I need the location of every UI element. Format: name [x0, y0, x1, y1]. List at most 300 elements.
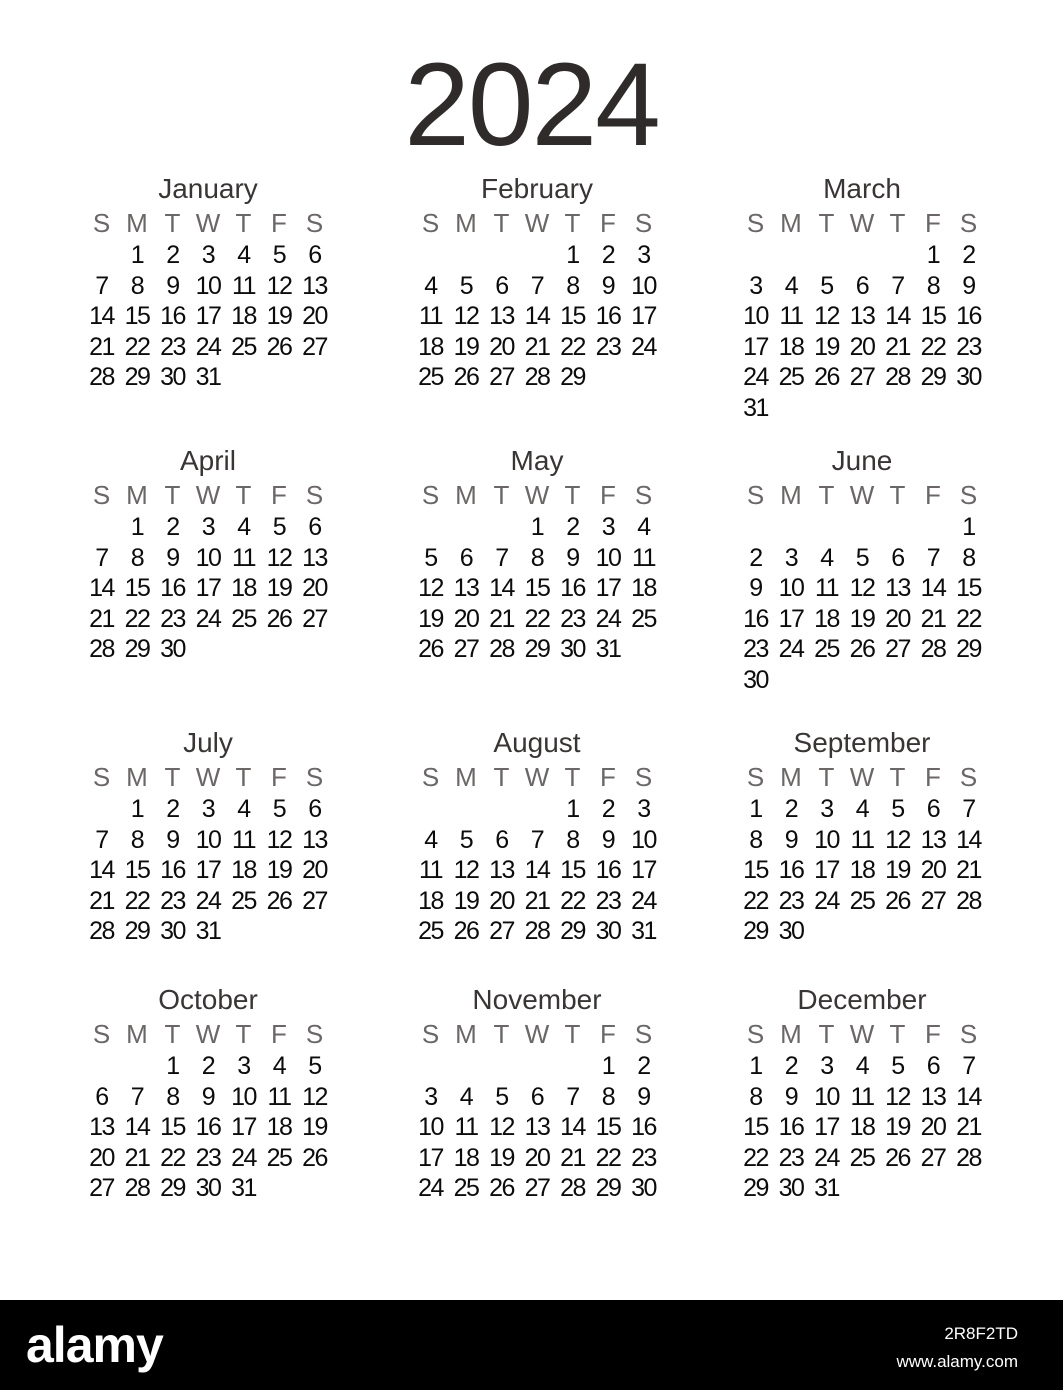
month-days-grid [402, 1017, 672, 1204]
day-cell: 3 [201, 241, 215, 269]
month-name: April [179, 445, 236, 476]
day-cell: 29 [956, 635, 981, 664]
weekday-label: T [493, 208, 510, 238]
empty-cell [519, 794, 555, 825]
weekday-label: S [746, 208, 765, 238]
month-february [402, 172, 672, 393]
day-cell: 9 [166, 825, 179, 854]
day-cell: 13 [885, 574, 910, 603]
weekday-label: M [126, 1019, 148, 1049]
day-cell: 16 [595, 856, 621, 885]
day-cell: 9 [749, 574, 762, 603]
empty-cell [413, 1051, 449, 1082]
day-cell: 27 [920, 1143, 946, 1172]
weekday-label: W [195, 762, 221, 792]
day-cell: 12 [885, 825, 910, 854]
day-cell: 2 [784, 1052, 798, 1080]
empty-cell [448, 794, 484, 825]
month-april [73, 444, 343, 665]
day-cell: 16 [778, 856, 804, 885]
day-cell: 24 [814, 1143, 839, 1172]
day-cell: 11 [419, 856, 442, 885]
day-cell: 28 [524, 917, 550, 946]
day-cell: 3 [424, 1082, 437, 1111]
empty-cell [809, 240, 845, 271]
day-cell: 4 [784, 271, 798, 300]
day-cell: 13 [849, 302, 875, 331]
day-cell: 6 [891, 543, 904, 572]
day-cell: 22 [920, 332, 946, 361]
day-cell: 28 [885, 363, 910, 392]
day-cell: 10 [778, 574, 804, 603]
day-cell: 15 [524, 574, 550, 603]
day-cell: 21 [524, 886, 550, 915]
day-cell: 28 [489, 635, 514, 664]
weekday-label: M [780, 208, 802, 238]
day-cell: 29 [160, 1174, 185, 1203]
day-cell: 11 [232, 271, 255, 300]
day-cell: 21 [89, 332, 114, 361]
day-cell: 5 [308, 1052, 321, 1080]
weekday-label: W [195, 1019, 221, 1049]
day-cell: 25 [231, 886, 256, 915]
day-cell: 29 [560, 917, 585, 946]
day-cell: 10 [743, 302, 768, 331]
weekday-label: M [455, 1019, 477, 1049]
day-cell: 18 [418, 886, 443, 915]
empty-cell [809, 512, 845, 543]
empty-cell [915, 512, 951, 543]
day-cell: 28 [524, 363, 550, 392]
empty-cell [484, 794, 520, 825]
day-cell: 14 [885, 302, 910, 331]
day-cell: 23 [160, 604, 185, 633]
day-cell: 4 [459, 1082, 473, 1111]
day-cell: 4 [820, 543, 833, 572]
weekday-label: F [600, 1019, 616, 1049]
day-cell: 8 [530, 543, 544, 572]
day-cell: 15 [560, 302, 585, 331]
day-cell: 21 [89, 604, 114, 633]
day-cell: 5 [891, 1052, 904, 1080]
day-cell: 6 [855, 271, 869, 300]
day-cell: 4 [855, 795, 869, 823]
day-cell: 20 [920, 856, 946, 885]
day-cell: 29 [124, 917, 150, 946]
day-cell: 9 [601, 825, 615, 854]
day-cell: 8 [601, 1082, 615, 1111]
month-name: August [493, 727, 581, 758]
day-cell: 5 [855, 543, 869, 572]
day-cell: 19 [266, 574, 292, 603]
day-cell: 16 [631, 1113, 656, 1142]
month-june [727, 444, 997, 696]
weekday-label: S [92, 1019, 111, 1049]
day-cell: 28 [920, 635, 946, 664]
day-cell: 4 [424, 825, 437, 854]
day-cell: 8 [130, 825, 144, 854]
day-cell: 13 [524, 1113, 550, 1142]
weekday-label: T [818, 208, 835, 238]
day-cell: 13 [302, 825, 327, 854]
month-days-grid [727, 206, 997, 424]
day-cell: 17 [814, 856, 839, 885]
day-cell: 27 [920, 886, 946, 915]
day-cell: 12 [266, 543, 292, 572]
month-days-grid [73, 206, 343, 393]
day-cell: 16 [956, 302, 981, 331]
day-cell: 11 [850, 825, 874, 854]
weekday-label: S [634, 762, 653, 792]
day-cell: 1 [166, 1052, 179, 1080]
day-cell: 30 [956, 363, 981, 392]
day-cell: 13 [489, 302, 514, 331]
empty-cell [519, 1051, 555, 1082]
weekday-label: W [524, 1019, 550, 1049]
day-cell: 24 [195, 604, 221, 633]
day-cell: 11 [232, 543, 255, 572]
day-cell: 25 [418, 917, 443, 946]
weekday-label: S [305, 208, 324, 238]
day-cell: 12 [849, 574, 875, 603]
weekday-label: T [564, 480, 581, 510]
empty-cell [448, 1051, 484, 1082]
day-cell: 22 [124, 886, 150, 915]
day-cell: 24 [195, 886, 221, 915]
day-cell: 23 [778, 1143, 804, 1172]
weekday-label: T [564, 208, 581, 238]
day-cell: 24 [814, 886, 839, 915]
day-cell: 24 [195, 332, 221, 361]
day-cell: 14 [124, 1113, 150, 1142]
day-cell: 3 [237, 1052, 250, 1080]
image-id: 2R8F2TD [944, 1324, 1018, 1343]
day-cell: 3 [820, 795, 833, 823]
day-cell: 11 [267, 1082, 291, 1111]
day-cell: 6 [926, 795, 940, 823]
day-cell: 29 [124, 363, 150, 392]
day-cell: 12 [266, 271, 292, 300]
day-cell: 2 [749, 543, 762, 572]
empty-cell [448, 240, 484, 271]
day-cell: 25 [453, 1174, 479, 1203]
day-cell: 18 [266, 1113, 292, 1142]
month-days-grid [73, 478, 343, 665]
day-cell: 6 [926, 1052, 940, 1080]
weekday-label: T [493, 1019, 510, 1049]
day-cell: 23 [195, 1143, 221, 1172]
day-cell: 10 [595, 543, 621, 572]
weekday-label: W [849, 762, 875, 792]
day-cell: 19 [489, 1143, 514, 1172]
empty-cell [413, 240, 449, 271]
day-cell: 6 [308, 795, 321, 823]
day-cell: 7 [566, 1082, 579, 1111]
day-cell: 19 [885, 856, 910, 885]
day-cell: 3 [201, 513, 215, 541]
day-cell: 17 [195, 856, 221, 885]
day-cell: 6 [308, 241, 321, 269]
alamy-logo: alamy [26, 1317, 163, 1373]
weekday-label: T [493, 480, 510, 510]
day-cell: 20 [489, 332, 514, 361]
day-cell: 19 [266, 856, 292, 885]
day-cell: 13 [302, 543, 327, 572]
day-cell: 3 [820, 1052, 833, 1080]
day-cell: 4 [237, 513, 250, 541]
day-cell: 31 [231, 1174, 256, 1203]
day-cell: 2 [201, 1052, 215, 1080]
day-cell: 7 [130, 1082, 144, 1111]
day-cell: 23 [743, 635, 768, 664]
day-cell: 30 [778, 917, 804, 946]
day-cell: 19 [453, 886, 479, 915]
day-cell: 14 [524, 302, 550, 331]
weekday-label: T [493, 762, 510, 792]
day-cell: 30 [160, 363, 185, 392]
day-cell: 23 [631, 1143, 656, 1172]
day-cell: 18 [778, 332, 804, 361]
day-cell: 21 [956, 1113, 981, 1142]
day-cell: 14 [89, 302, 114, 331]
day-cell: 16 [160, 856, 185, 885]
weekday-label: T [564, 1019, 581, 1049]
empty-cell [484, 1051, 520, 1082]
day-cell: 16 [195, 1113, 221, 1142]
day-cell: 17 [743, 332, 768, 361]
day-cell: 19 [849, 604, 875, 633]
weekday-label: F [925, 208, 941, 238]
month-name: February [480, 173, 594, 204]
empty-cell [555, 1051, 591, 1082]
day-cell: 9 [637, 1082, 650, 1111]
day-cell: 26 [814, 363, 839, 392]
day-cell: 6 [495, 825, 508, 854]
day-cell: 7 [926, 543, 940, 572]
day-cell: 20 [489, 886, 514, 915]
empty-cell [519, 240, 555, 271]
day-cell: 26 [885, 1143, 910, 1172]
month-name: June [831, 445, 893, 476]
month-days-grid [73, 760, 343, 947]
day-cell: 18 [631, 574, 656, 603]
day-cell: 15 [124, 302, 150, 331]
day-cell: 8 [130, 543, 144, 572]
day-cell: 22 [560, 886, 585, 915]
day-cell: 26 [266, 604, 292, 633]
day-cell: 1 [926, 241, 940, 269]
day-cell: 2 [601, 795, 615, 823]
day-cell: 7 [495, 543, 508, 572]
day-cell: 6 [308, 513, 321, 541]
day-cell: 21 [560, 1143, 585, 1172]
month-october [73, 983, 343, 1204]
day-cell: 27 [302, 332, 327, 361]
month-days-grid [727, 760, 997, 947]
day-cell: 10 [631, 271, 656, 300]
day-cell: 9 [201, 1082, 215, 1111]
day-cell: 29 [920, 363, 946, 392]
day-cell: 25 [266, 1143, 292, 1172]
empty-cell [484, 512, 520, 543]
day-cell: 19 [302, 1113, 327, 1142]
day-cell: 26 [266, 886, 292, 915]
weekday-label: W [849, 1019, 875, 1049]
day-cell: 6 [459, 543, 473, 572]
weekday-label: T [235, 1019, 252, 1049]
day-cell: 30 [195, 1174, 221, 1203]
weekday-label: F [271, 762, 287, 792]
day-cell: 22 [595, 1143, 621, 1172]
day-cell: 26 [453, 917, 479, 946]
day-cell: 21 [956, 856, 981, 885]
day-cell: 30 [560, 635, 585, 664]
day-cell: 11 [850, 1082, 874, 1111]
empty-cell [738, 240, 774, 271]
day-cell: 9 [601, 271, 615, 300]
day-cell: 3 [749, 271, 762, 300]
day-cell: 1 [130, 513, 144, 541]
day-cell: 1 [530, 513, 544, 541]
day-cell: 20 [920, 1113, 946, 1142]
month-july [73, 726, 343, 947]
day-cell: 14 [956, 825, 981, 854]
day-cell: 24 [778, 635, 804, 664]
day-cell: 10 [195, 825, 221, 854]
weekday-label: S [746, 1019, 765, 1049]
day-cell: 1 [566, 795, 579, 823]
day-cell: 23 [560, 604, 585, 633]
day-cell: 5 [891, 795, 904, 823]
day-cell: 12 [453, 856, 479, 885]
month-january [73, 172, 343, 393]
day-cell: 18 [231, 302, 256, 331]
day-cell: 20 [885, 604, 910, 633]
empty-cell [413, 794, 449, 825]
day-cell: 3 [784, 543, 798, 572]
month-days-grid [402, 206, 672, 393]
month-november [402, 983, 672, 1204]
day-cell: 15 [560, 856, 585, 885]
day-cell: 4 [237, 241, 250, 269]
day-cell: 1 [749, 1052, 762, 1080]
day-cell: 25 [814, 635, 839, 664]
day-cell: 17 [418, 1143, 443, 1172]
day-cell: 9 [166, 271, 179, 300]
day-cell: 1 [601, 1052, 615, 1080]
day-cell: 23 [595, 886, 621, 915]
day-cell: 28 [956, 886, 981, 915]
day-cell: 19 [814, 332, 839, 361]
day-cell: 31 [814, 1174, 839, 1203]
day-cell: 26 [302, 1143, 327, 1172]
day-cell: 28 [89, 363, 114, 392]
day-cell: 20 [89, 1143, 114, 1172]
day-cell: 12 [418, 574, 443, 603]
day-cell: 21 [524, 332, 550, 361]
day-cell: 30 [778, 1174, 804, 1203]
day-cell: 24 [595, 604, 621, 633]
day-cell: 31 [195, 917, 221, 946]
weekday-label: F [925, 762, 941, 792]
day-cell: 19 [418, 604, 443, 633]
day-cell: 15 [124, 574, 150, 603]
day-cell: 22 [743, 886, 768, 915]
day-cell: 6 [495, 271, 508, 300]
empty-cell [413, 512, 449, 543]
month-days-grid [727, 1017, 997, 1204]
day-cell: 4 [237, 795, 250, 823]
day-cell: 25 [231, 332, 256, 361]
day-cell: 31 [195, 363, 221, 392]
empty-cell [119, 1051, 155, 1082]
day-cell: 7 [530, 271, 544, 300]
day-cell: 4 [424, 271, 437, 300]
day-cell: 27 [885, 635, 910, 664]
day-cell: 25 [778, 363, 804, 392]
day-cell: 15 [743, 1113, 768, 1142]
day-cell: 30 [160, 635, 185, 664]
day-cell: 21 [89, 886, 114, 915]
day-cell: 1 [130, 241, 144, 269]
day-cell: 17 [631, 302, 656, 331]
day-cell: 23 [956, 332, 981, 361]
month-name: May [510, 445, 564, 476]
day-cell: 15 [160, 1113, 185, 1142]
day-cell: 12 [489, 1113, 514, 1142]
day-cell: 17 [595, 574, 621, 603]
weekday-label: F [925, 480, 941, 510]
weekday-label: T [818, 480, 835, 510]
day-cell: 24 [743, 363, 768, 392]
empty-cell [738, 512, 774, 543]
day-cell: 14 [89, 856, 114, 885]
weekday-label: M [126, 762, 148, 792]
day-cell: 16 [595, 302, 621, 331]
day-cell: 21 [124, 1143, 150, 1172]
weekday-label: T [235, 480, 252, 510]
day-cell: 21 [885, 332, 910, 361]
day-cell: 23 [160, 886, 185, 915]
weekday-label: S [305, 762, 324, 792]
day-cell: 10 [814, 1082, 839, 1111]
day-cell: 5 [272, 241, 286, 269]
weekday-label: T [235, 208, 252, 238]
weekday-label: S [421, 208, 440, 238]
empty-cell [84, 1051, 120, 1082]
day-cell: 4 [272, 1052, 286, 1080]
day-cell: 14 [89, 574, 114, 603]
empty-cell [484, 240, 520, 271]
day-cell: 25 [231, 604, 256, 633]
day-cell: 27 [453, 635, 479, 664]
day-cell: 1 [130, 795, 144, 823]
weekday-label: S [959, 762, 978, 792]
day-cell: 12 [266, 825, 292, 854]
month-days-grid [73, 1017, 343, 1204]
day-cell: 30 [743, 665, 768, 694]
day-cell: 21 [489, 604, 514, 633]
day-cell: 8 [962, 543, 975, 572]
day-cell: 9 [784, 1082, 798, 1111]
day-cell: 11 [632, 543, 655, 572]
day-cell: 23 [160, 332, 185, 361]
weekday-label: T [164, 208, 181, 238]
day-cell: 27 [89, 1174, 114, 1203]
day-cell: 26 [849, 635, 875, 664]
day-cell: 24 [631, 886, 656, 915]
day-cell: 20 [849, 332, 875, 361]
